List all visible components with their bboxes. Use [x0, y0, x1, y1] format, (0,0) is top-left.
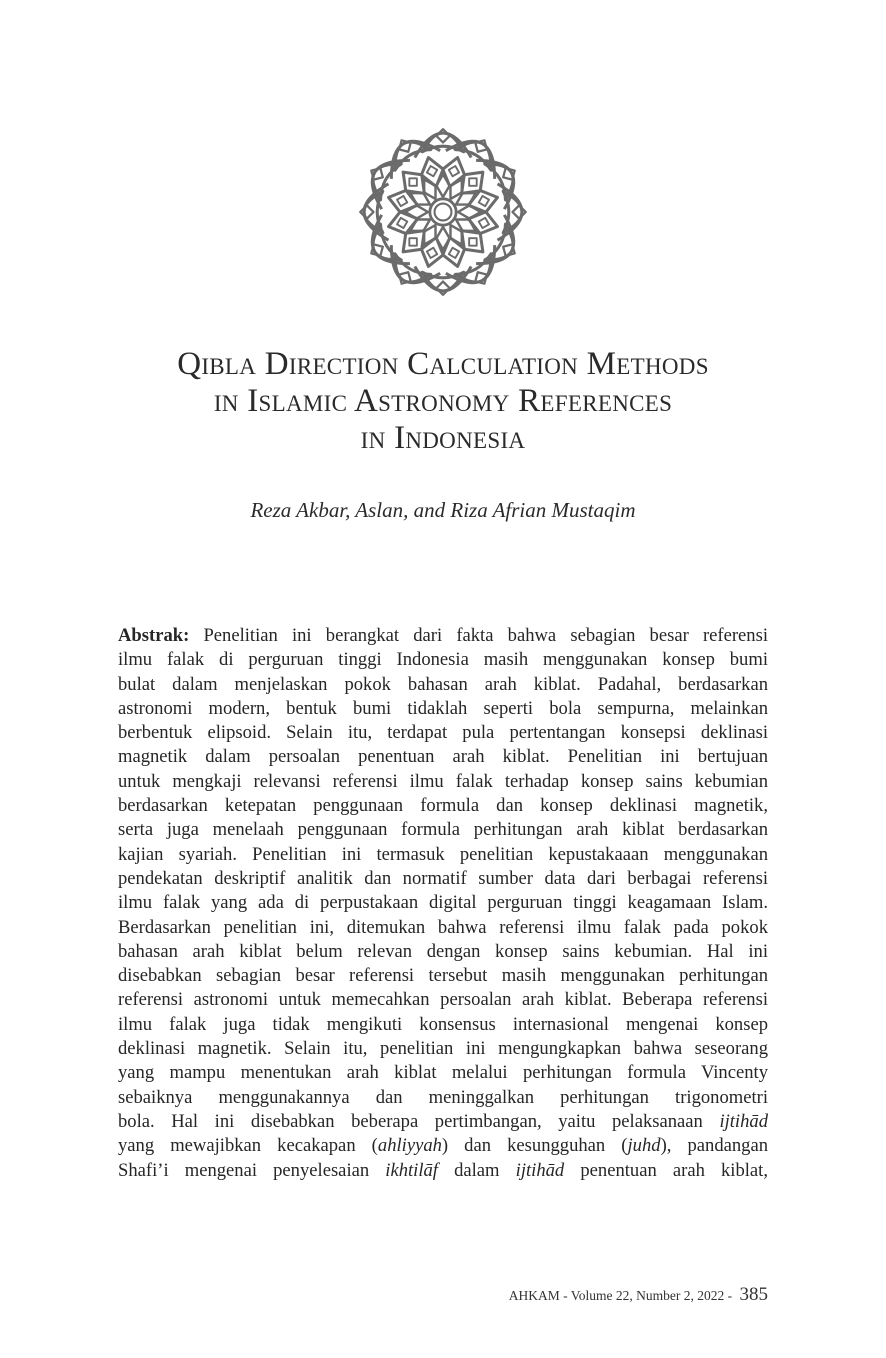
abstract-line: bulat dalam menjelaskan pokok bahasan arah kiblat. Padahal, berdasarkan [118, 673, 768, 695]
abstract-line: disebabkan sebagian besar referensi tersebut masih menggunakan perhitungan [118, 965, 768, 987]
title-line: in Indonesia [360, 420, 526, 456]
abstract-line: Berdasarkan penelitian ini, ditemukan bahwa referensi ilmu falak pada pokok [118, 916, 768, 938]
title-line: in Islamic Astronomy References [213, 383, 673, 419]
page-number: 385 [739, 1284, 768, 1305]
abstract-line: yang mewajibkan kecakapan (ahliyyah) dan kesungguhan (juhd), pandangan [118, 1135, 769, 1157]
islamic-geometric-rosette-icon [349, 118, 537, 306]
abstract-line: yang mampu menentukan arah kiblat melalui perhitungan formula Vincenty [118, 1062, 768, 1084]
abstract-line: Shafi’i mengenai penyelesaian ikhtilāf dalam ijtihād penentuan arah kiblat, [118, 1159, 768, 1181]
article-title [60, 346, 826, 457]
abstract-paragraph [118, 624, 768, 1183]
abstract-line: bahasan arah kiblat belum relevan dengan konsep sains kebumian. Hal ini [118, 940, 768, 962]
abstract-line: serta juga menelaah penggunaan formula perhitungan arah kiblat berdasarkan [118, 819, 768, 841]
abstract-line: kajian syariah. Penelitian ini termasuk penelitian kepustakaaan menggunakan [118, 843, 768, 865]
title-line: Qibla Direction Calculation Methods [177, 346, 709, 382]
abstract-line: bola. Hal ini disebabkan beberapa pertimbangan, yaitu pelaksanaan ijtihād [118, 1110, 768, 1132]
abstract-line: magnetik dalam persoalan penentuan arah kiblat. Penelitian ini bertujuan [118, 746, 768, 768]
abstract-line: Abstrak: Penelitian ini berangkat dari fakta bahwa sebagian besar referensi [118, 625, 768, 646]
abstract-line: pendekatan deskriptif analitik dan normatif sumber data dari berbagai referensi [118, 867, 768, 889]
abstract-line: astronomi modern, bentuk bumi tidaklah seperti bola sempurna, melainkan [118, 697, 768, 719]
page-footer [509, 1284, 768, 1306]
abstract-line: ilmu falak di perguruan tinggi Indonesia masih menggunakan konsep bumi [118, 649, 768, 671]
abstract-line: deklinasi magnetik. Selain itu, penelitian ini mengungkapkan bahwa seseorang [118, 1038, 768, 1060]
abstract-line: berdasarkan ketepatan penggunaan formula dan konsep deklinasi magnetik, [118, 795, 768, 817]
abstract-label: Abstrak: [118, 625, 190, 646]
abstract-line: sebaiknya menggunakannya dan meninggalkan perhitungan trigonometri [118, 1086, 768, 1108]
article-authors: Reza Akbar, Aslan, and Riza Afrian Mustaqim [250, 498, 636, 522]
abstract-line: ilmu falak juga tidak mengikuti konsensus internasional mengenai konsep [118, 1013, 768, 1035]
abstract-line: referensi astronomi untuk memecahkan persoalan arah kiblat. Beberapa referensi [118, 989, 768, 1011]
journal-citation: AHKAM - Volume 22, Number 2, 2022 - [508, 1288, 736, 1303]
abstract-line: berbentuk elipsoid. Selain itu, terdapat pula pertentangan konsepsi deklinasi [118, 722, 768, 744]
abstract-line: ilmu falak yang ada di perpustakaan digital perguruan tinggi keagamaan Islam. [118, 892, 768, 914]
abstract-line: untuk mengkaji relevansi referensi ilmu falak terhadap konsep sains kebumian [118, 770, 768, 792]
